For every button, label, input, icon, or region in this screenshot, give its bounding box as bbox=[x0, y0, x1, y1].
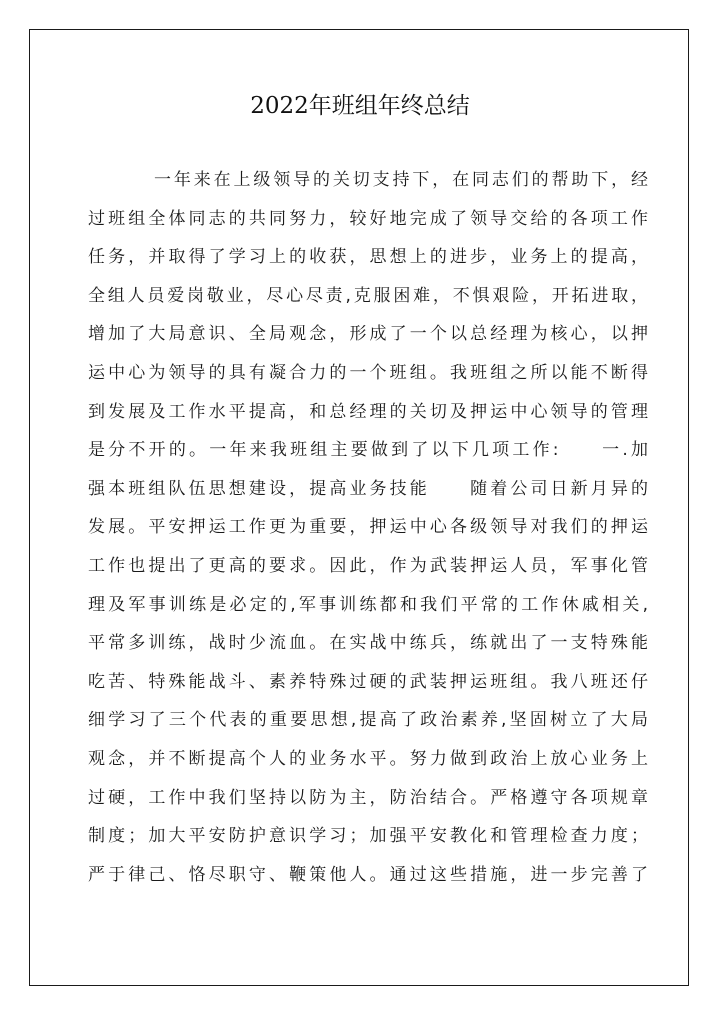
body-line: 增加了大局意识、全局观念，形成了一个以总经理为核心，以押 bbox=[88, 324, 648, 345]
body-line: 过硬，工作中我们坚持以防为主，防治结合。严格遵守各项规章 bbox=[88, 787, 648, 808]
body-line: 运中心为领导的具有凝合力的一个班组。我班组之所以能不断得 bbox=[88, 362, 648, 383]
body-line: 制度；加大平安防护意识学习；加强平安教化和管理检查力度； bbox=[88, 826, 648, 847]
body-line: 观念，并不断提高个人的业务水平。努力做到政治上放心业务上 bbox=[88, 748, 648, 769]
body-line: 过班组全体同志的共同努力，较好地完成了领导交给的各项工作 bbox=[88, 208, 648, 229]
body-line: 细学习了三个代表的重要思想,提高了政治素养,坚固树立了大局 bbox=[88, 710, 648, 731]
body-line: 一年来在上级领导的关切支持下，在同志们的帮助下，经 bbox=[154, 170, 648, 190]
body-line: 到发展及工作水平提高，和总经理的关切及押运中心领导的管理 bbox=[88, 401, 648, 422]
document-title: 2022年班组年终总结 bbox=[250, 93, 470, 119]
body-line: 工作也提出了更高的要求。因此，作为武装押运人员，军事化管 bbox=[88, 555, 648, 576]
body-line: 平常多训练，战时少流血。在实战中练兵，练就出了一支特殊能 bbox=[88, 633, 648, 654]
body-line: 理及军事训练是必定的,军事训练都和我们平常的工作休戚相关, bbox=[88, 594, 648, 615]
body-line: 发展。平安押运工作更为重要，押运中心各级领导对我们的押运 bbox=[88, 517, 648, 538]
body-line: 吃苦、特殊能战斗、素养特殊过硬的武装押运班组。我八班还仔 bbox=[88, 671, 648, 692]
body-line: 全组人员爱岗敬业，尽心尽责,克服困难，不惧艰险，开拓进取， bbox=[88, 285, 648, 306]
body-line: 任务，并取得了学习上的收获，思想上的进步，业务上的提高， bbox=[88, 247, 648, 268]
body-line: 强本班组队伍思想建设，提高业务技能 随着公司日新月异的 bbox=[88, 478, 648, 499]
body-line: 严于律己、恪尽职守、鞭策他人。通过这些措施，进一步完善了 bbox=[88, 864, 648, 885]
body-line: 是分不开的。一年来我班组主要做到了以下几项工作: 一.加 bbox=[88, 440, 648, 461]
document-body bbox=[88, 161, 648, 894]
